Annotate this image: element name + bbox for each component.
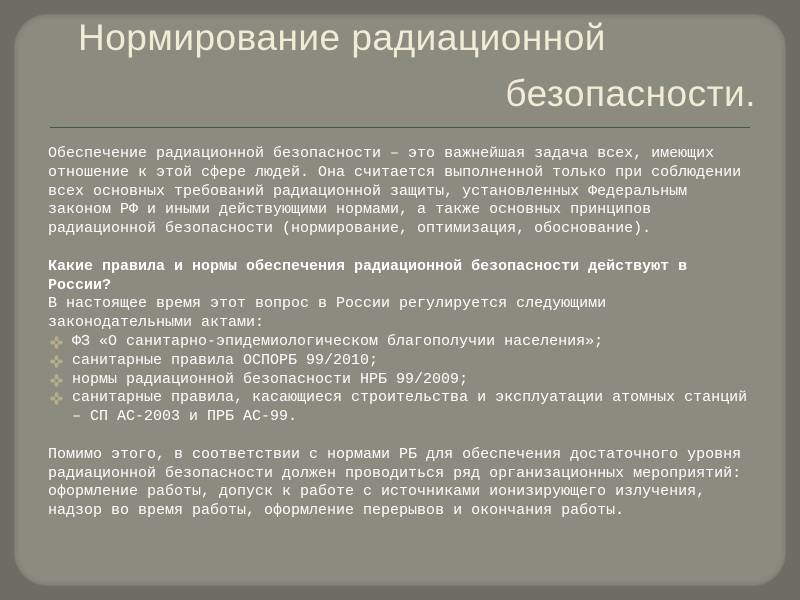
legal-acts-list [48,333,752,427]
slide-body [48,145,752,521]
slide-title-line-1: Нормирование радиационной [78,17,606,58]
paragraph-spacer [48,239,752,258]
flower-bullet-icon [50,336,63,349]
list-item-text: санитарные правила, касающиеся строительства и эксплуатации атомных станций – СП АС-2003 и ПРБ АС-99. [72,389,748,426]
flower-bullet-icon [50,392,63,405]
paragraph-spacer [48,427,752,446]
answer-intro: В настоящее время этот вопрос в России регулируется следующими законодательными актами: [48,295,607,332]
list-item [48,371,752,390]
list-item-text: санитарные правила ОСПОРБ 99/2010; [72,351,379,369]
flower-bullet-icon [50,374,63,387]
question-heading: Какие правила и нормы обеспечения радиационной безопасности действуют в России? [48,257,688,294]
intro-paragraph: Обеспечение радиационной безопасности – это важнейшая задача всех, имеющих отношение к этой сфере людей. Она считается выполненной только при соблюдении всех основных требований радиационной защиты, установленных Федеральным законом РФ и иными действующими нормами, а также основных принципов радиационной безопасности (нормирование, оптимизация, обоснование). [48,145,742,238]
list-item [48,389,752,427]
list-item-text: нормы радиационной безопасности НРБ 99/2009; [72,370,469,388]
list-item [48,352,752,371]
title-divider [50,127,750,128]
slide-title [46,10,756,122]
conclusion-paragraph: Помимо этого, в соответствии с нормами РБ для обеспечения достаточного уровня радиационной безопасности должен проводиться ряд организационных мероприятий: оформление работы, допуск к работе с источниками ионизирующего излучения, надзор во время работы, оформление перерывов и окончания работы. [48,445,742,520]
list-item-text: ФЗ «О санитарно-эпидемиологическом благополучии населения»; [72,332,604,350]
slide-title-line-2: безопасности. [505,73,756,114]
flower-bullet-icon [50,355,63,368]
list-item [48,333,752,352]
